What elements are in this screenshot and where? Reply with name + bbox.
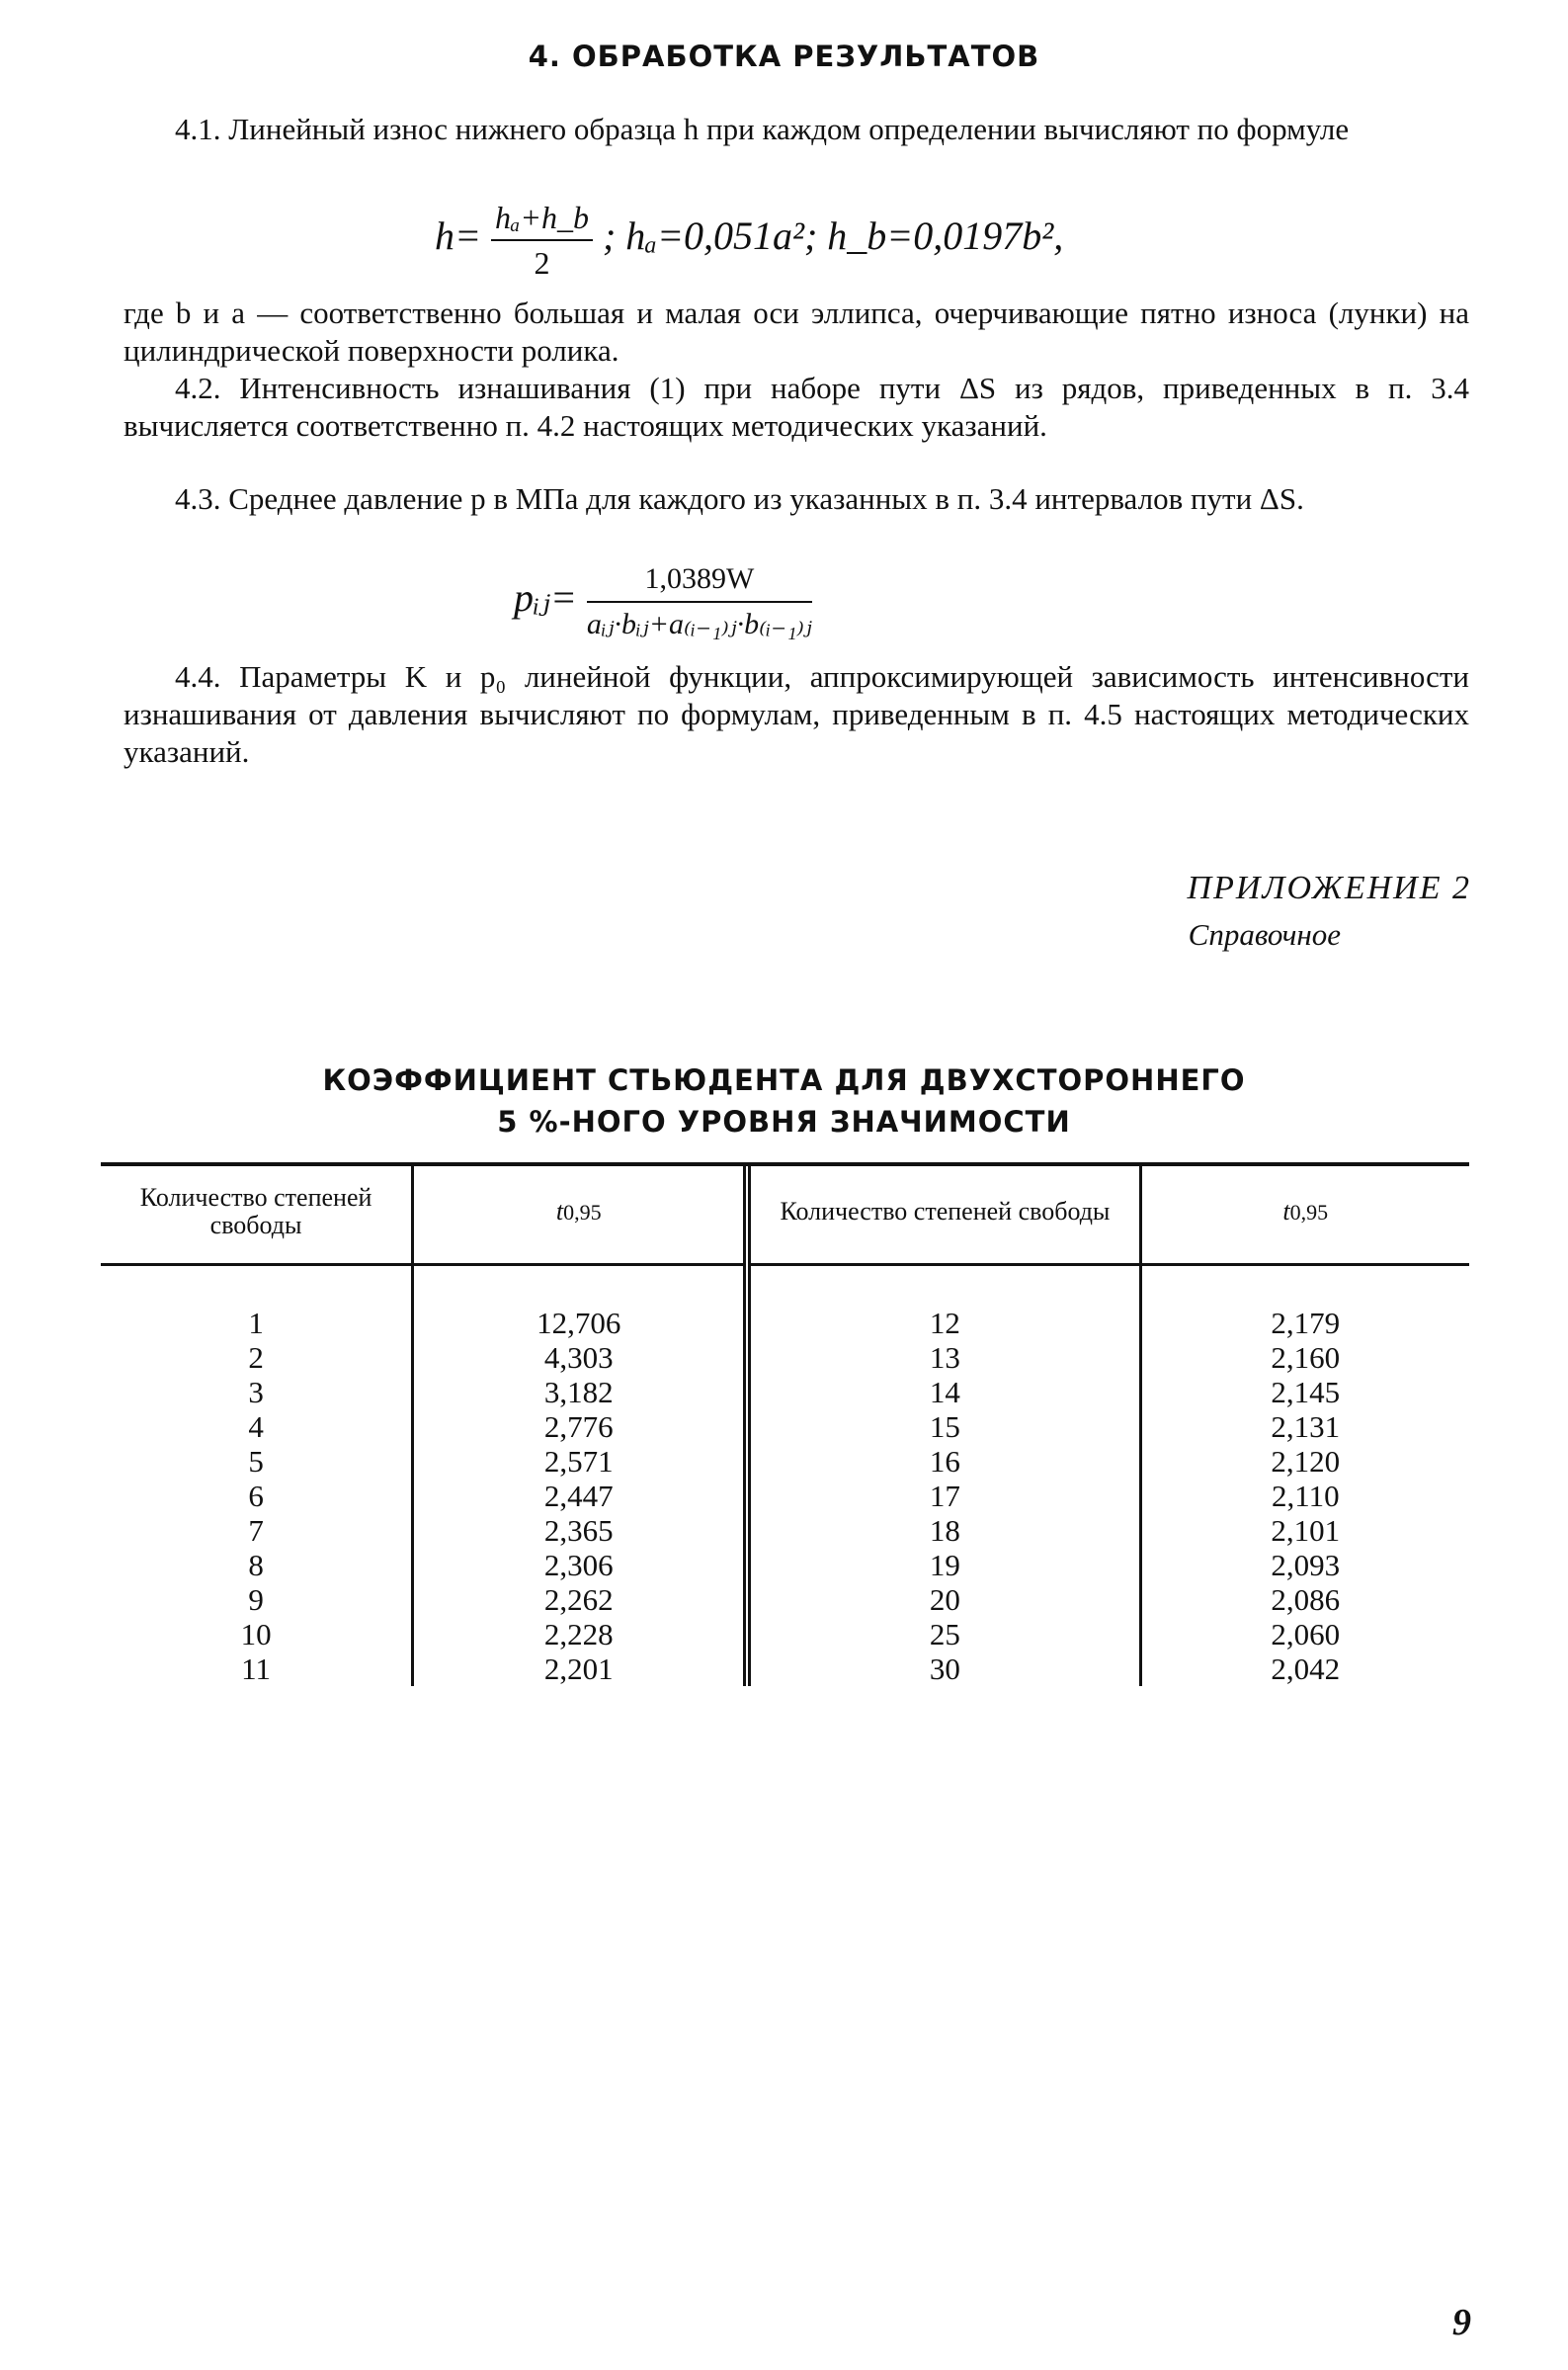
- t-cell: 2,160: [1140, 1340, 1469, 1375]
- formula-pressure-lhs: pᵢⱼ=: [514, 575, 577, 621]
- df-cell: 14: [747, 1375, 1140, 1409]
- t-cell: 2,571: [413, 1444, 748, 1479]
- df-cell: 19: [747, 1548, 1140, 1582]
- df-cell: 1: [248, 1306, 264, 1340]
- header-t-left: [413, 1166, 748, 1265]
- t-cell: 2,447: [413, 1479, 748, 1513]
- header-t-left-subscript: 0,95: [563, 1199, 602, 1225]
- table-spacer-row: [101, 1265, 1469, 1307]
- df-cell: 15: [747, 1409, 1140, 1444]
- paragraph-4-1-explanation: где b и a — соответственно большая и малая оси эллипса, очерчивающие пятно износа (лунки) на цилиндрической поверхности ролика.: [124, 296, 1469, 368]
- page-number: 9: [1452, 2302, 1471, 2343]
- df-cell: 12: [747, 1306, 1140, 1340]
- t-cell: 2,101: [1140, 1513, 1469, 1548]
- header-t-right-symbol: t: [1282, 1196, 1290, 1226]
- df-cell: 5: [248, 1444, 264, 1479]
- df-cell: 20: [747, 1582, 1140, 1617]
- table-title-line1: КОЭФФИЦИЕНТ СТЬЮДЕНТА ДЛЯ ДВУХСТОРОННЕГО: [322, 1063, 1246, 1097]
- header-t-left-symbol: t: [555, 1196, 564, 1226]
- t-cell: 12,706: [413, 1306, 748, 1340]
- df-cell: 2: [248, 1340, 264, 1375]
- t-cell: 2,776: [413, 1409, 748, 1444]
- paragraph-4-1: 4.1. Линейный износ нижнего образца h при каждом определении вычисляют по формуле: [175, 112, 1350, 146]
- table-row: [101, 1375, 1469, 1409]
- t-cell: 2,228: [413, 1617, 748, 1651]
- table-row: [101, 1409, 1469, 1444]
- df-cell: 25: [747, 1617, 1140, 1651]
- t-cell: 2,131: [1140, 1409, 1469, 1444]
- t-cell: 2,086: [1140, 1582, 1469, 1617]
- formula-wear: [435, 198, 1063, 283]
- t-cell: 3,182: [413, 1375, 748, 1409]
- section-title: 4. ОБРАБОТКА РЕЗУЛЬТАТОВ: [528, 40, 1040, 73]
- student-coefficient-table: [101, 1162, 1469, 1686]
- formula-pressure: [514, 559, 812, 644]
- formula-wear-fraction: [491, 198, 593, 283]
- df-cell: 17: [747, 1479, 1140, 1513]
- table-header-row: [101, 1166, 1469, 1265]
- paragraph-4-2: 4.2. Интенсивность изнашивания (1) при наборе пути ΔS из рядов, приведенных в п. 3.4 вычисляется соответственно п. 4.2 настоящих методических указаний.: [124, 371, 1469, 443]
- table-row: [101, 1548, 1469, 1582]
- appendix-label: ПРИЛОЖЕНИЕ 2: [1187, 870, 1471, 906]
- t-cell: 2,365: [413, 1513, 748, 1548]
- df-cell: 10: [240, 1617, 272, 1651]
- appendix-sublabel: Справочное: [1188, 917, 1341, 952]
- formula-wear-denominator: 2: [534, 245, 550, 281]
- table-row: [101, 1651, 1469, 1686]
- formula-wear-lhs: h=: [435, 213, 481, 259]
- df-cell: 7: [248, 1513, 264, 1548]
- t-cell: 2,110: [1140, 1479, 1469, 1513]
- paragraph-4-3: 4.3. Среднее давление p в МПа для каждого из указанных в п. 3.4 интервалов пути ΔS.: [175, 481, 1304, 516]
- t-cell: 2,042: [1140, 1651, 1469, 1686]
- paragraph-4-4: 4.4. Параметры K и p₀ линейной функции, аппроксимирующей зависимость интенсивности изнашивания от давления вычисляют по формулам, приведенным в п. 4.5 настоящих методических указаний.: [124, 659, 1469, 769]
- formula-wear-rest: ; hₐ=0,051a²; h_b=0,0197b²,: [602, 213, 1064, 259]
- formula-pressure-denominator: aᵢⱼ·bᵢⱼ+a₍ᵢ₋₁₎ⱼ·b₍ᵢ₋₁₎ⱼ: [586, 608, 812, 640]
- df-cell: 11: [241, 1651, 272, 1686]
- df-cell: 6: [248, 1479, 264, 1513]
- table-row: [101, 1306, 1469, 1340]
- df-cell: 18: [747, 1513, 1140, 1548]
- t-cell: 2,306: [413, 1548, 748, 1582]
- df-cell: 13: [747, 1340, 1140, 1375]
- formula-pressure-numerator: 1,0389W: [587, 559, 812, 603]
- t-cell: 2,060: [1140, 1617, 1469, 1651]
- t-cell: 2,120: [1140, 1444, 1469, 1479]
- df-cell: 16: [747, 1444, 1140, 1479]
- df-cell: 9: [248, 1582, 264, 1617]
- df-cell: 8: [248, 1548, 264, 1582]
- t-cell: 2,262: [413, 1582, 748, 1617]
- table-title-line2: 5 %-НОГО УРОВНЯ ЗНАЧИМОСТИ: [497, 1105, 1071, 1139]
- table-row: [101, 1479, 1469, 1513]
- formula-wear-numerator: hₐ+h_b: [491, 198, 593, 241]
- header-t-right: [1140, 1166, 1469, 1265]
- header-df-right: Количество степеней свободы: [747, 1166, 1140, 1265]
- t-cell: 2,179: [1140, 1306, 1469, 1340]
- t-cell: 2,093: [1140, 1548, 1469, 1582]
- table-row: [101, 1617, 1469, 1651]
- table-row: [101, 1582, 1469, 1617]
- t-cell: 2,145: [1140, 1375, 1469, 1409]
- t-cell: 4,303: [413, 1340, 748, 1375]
- df-cell: 3: [248, 1375, 264, 1409]
- table-row: [101, 1513, 1469, 1548]
- header-df-left: Количество степеней свободы: [101, 1166, 413, 1265]
- table-row: [101, 1340, 1469, 1375]
- df-cell: 30: [747, 1651, 1140, 1686]
- df-cell: 4: [248, 1409, 264, 1444]
- header-t-right-subscript: 0,95: [1289, 1199, 1329, 1225]
- t-cell: 2,201: [413, 1651, 748, 1686]
- formula-pressure-fraction: [587, 559, 812, 644]
- table-row: [101, 1444, 1469, 1479]
